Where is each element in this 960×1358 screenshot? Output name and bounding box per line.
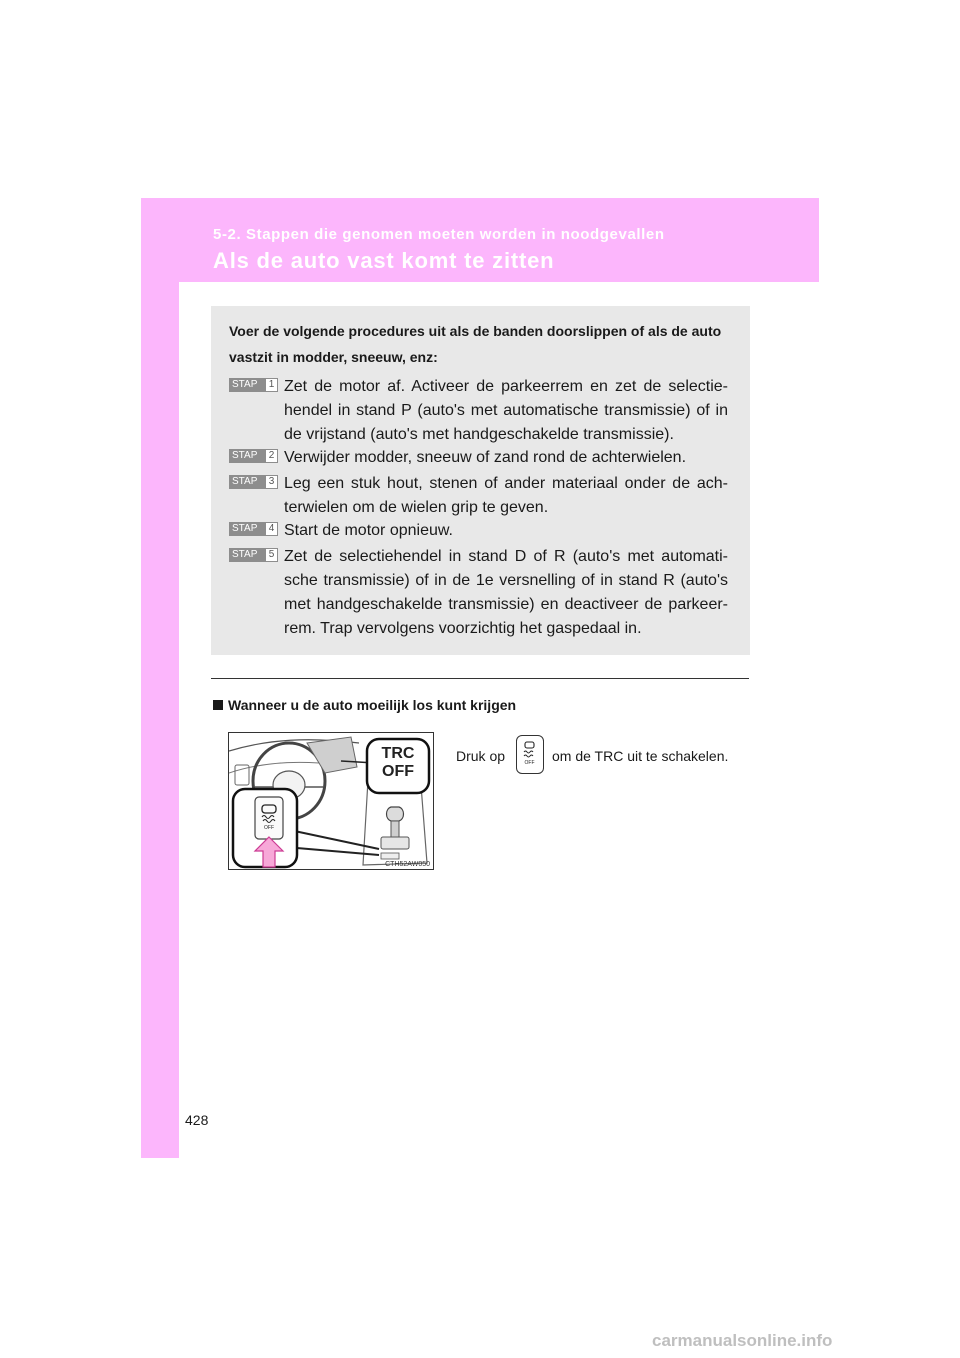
watermark: carmanualsonline.info xyxy=(652,1331,833,1350)
section-label: 5-2. Stappen die genomen moeten worden in noodgevallen xyxy=(213,226,665,243)
step-text: Verwijder modder, sneeuw of zand rond de achterwielen. xyxy=(284,449,687,466)
step-badge: STAP 2 xyxy=(229,449,278,463)
trc-badge-line1: TRC xyxy=(381,745,415,762)
trc-badge-line2: OFF xyxy=(382,763,414,780)
square-bullet-icon xyxy=(213,700,223,710)
dashboard-illustration xyxy=(228,732,434,870)
step-text: Start de motor opnieuw. xyxy=(284,522,453,539)
step-badge: STAP 4 xyxy=(229,522,278,536)
step-text: Leg een stuk hout, stenen of ander materiaal onder de ach-terwielen om de wielen grip te geven. xyxy=(284,475,728,516)
step-badge: STAP 3 xyxy=(229,475,278,489)
section-divider xyxy=(211,678,749,679)
side-color-band xyxy=(141,198,179,1158)
page-number: 428 xyxy=(185,1112,209,1128)
mini-btn-off-label: OFF xyxy=(524,760,535,766)
page-title: Als de auto vast komt te zitten xyxy=(213,248,555,273)
procedure-intro: Voer de volgende procedures uit als de banden doorslippen of als de auto vastzit in modder, sneeuw, enz: xyxy=(229,323,722,365)
step-text: Zet de selectiehendel in stand D of R (auto's met automati-sche transmissie) of in de 1e versnelling of in stand R (auto's met handgeschakelde transmissie) en deactiveer de parkeer-rem. Trap vervolgens voorzichtig het gaspedaal in. xyxy=(284,548,728,637)
panel-off-label: OFF xyxy=(264,825,274,831)
step-badge: STAP 1 xyxy=(229,378,278,392)
image-code: CTH52AW050 xyxy=(385,861,430,868)
note-heading: Wanneer u de auto moeilijk los kunt krijgen xyxy=(213,697,516,713)
step-badge: STAP 5 xyxy=(229,548,278,562)
trc-off-button-icon xyxy=(516,735,544,774)
trc-car-slip-icon xyxy=(517,736,542,772)
step-text: Zet de motor af. Activeer de parkeerrem en zet de selectie-hendel in stand P (auto's met automatische transmissie) of in de vrijstand (auto's met handgeschakelde transmissie). xyxy=(284,378,728,443)
